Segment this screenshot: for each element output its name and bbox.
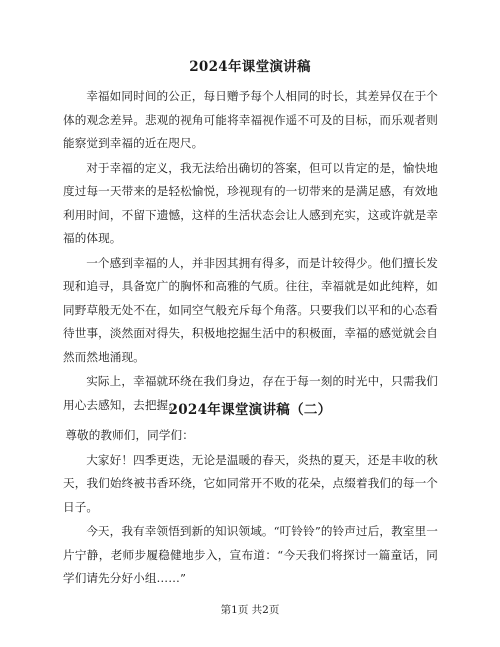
speech-body-2 xyxy=(63,424,438,592)
greeting: 尊敬的教师们，同学们： xyxy=(65,428,194,442)
paragraph: 实际上，幸福就环绕在我们身边，存在于每一刻的时光中，只需我们用心去感知，去把握。 xyxy=(63,374,438,412)
second-speech-title: 2024年课堂演讲稿（二） xyxy=(168,402,332,418)
document-title: 2024年课堂演讲稿 xyxy=(189,59,311,75)
speech-body-1 xyxy=(63,85,438,418)
page-number: 第1页 共2页 xyxy=(220,604,280,616)
paragraph: 大家好！四季更迭，无论是温暖的春天，炎热的夏天，还是丰收的秋天，我们始终被书香环绕，它如同常开不败的花朵，点缀着我们的每一个日子。 xyxy=(63,452,438,514)
paragraph: 对于幸福的定义，我无法给出确切的答案，但可以肯定的是，愉快地度过每一天带来的是轻松愉悦，珍视现有的一切带来的是满足感，有效地利用时间，不留下遗憾，这样的生活状态会让人感到充实，这或许就是幸福的体现。 xyxy=(63,160,438,245)
paragraph: 幸福如同时间的公正，每日赠予每个人相同的时长，其差异仅在于个体的观念差异。悲观的视角可能将幸福视作遥不可及的目标，而乐观者则能察觉到幸福的近在咫尺。 xyxy=(63,89,438,150)
paragraph: 一个感到幸福的人，并非因其拥有得多，而是计较得少。他们擅长发现和追寻，具备宽广的胸怀和高雅的气质。往往，幸福就是如此纯粹，如同野草般无处不在，如同空气般充斥每个角落。只要我们以平和的心态看待世事，淡然面对得失，积极地挖掘生活中的积极面，幸福的感觉就会自然而然地涌现。 xyxy=(63,255,438,364)
paragraph: 今天，我有幸领悟到新的知识领域。“叮铃铃”的铃声过后，教室里一片宁静，老师步履稳健地步入，宣布道：“今天我们将探讨一篇童话，同学们请先分好小组……” xyxy=(63,524,438,585)
